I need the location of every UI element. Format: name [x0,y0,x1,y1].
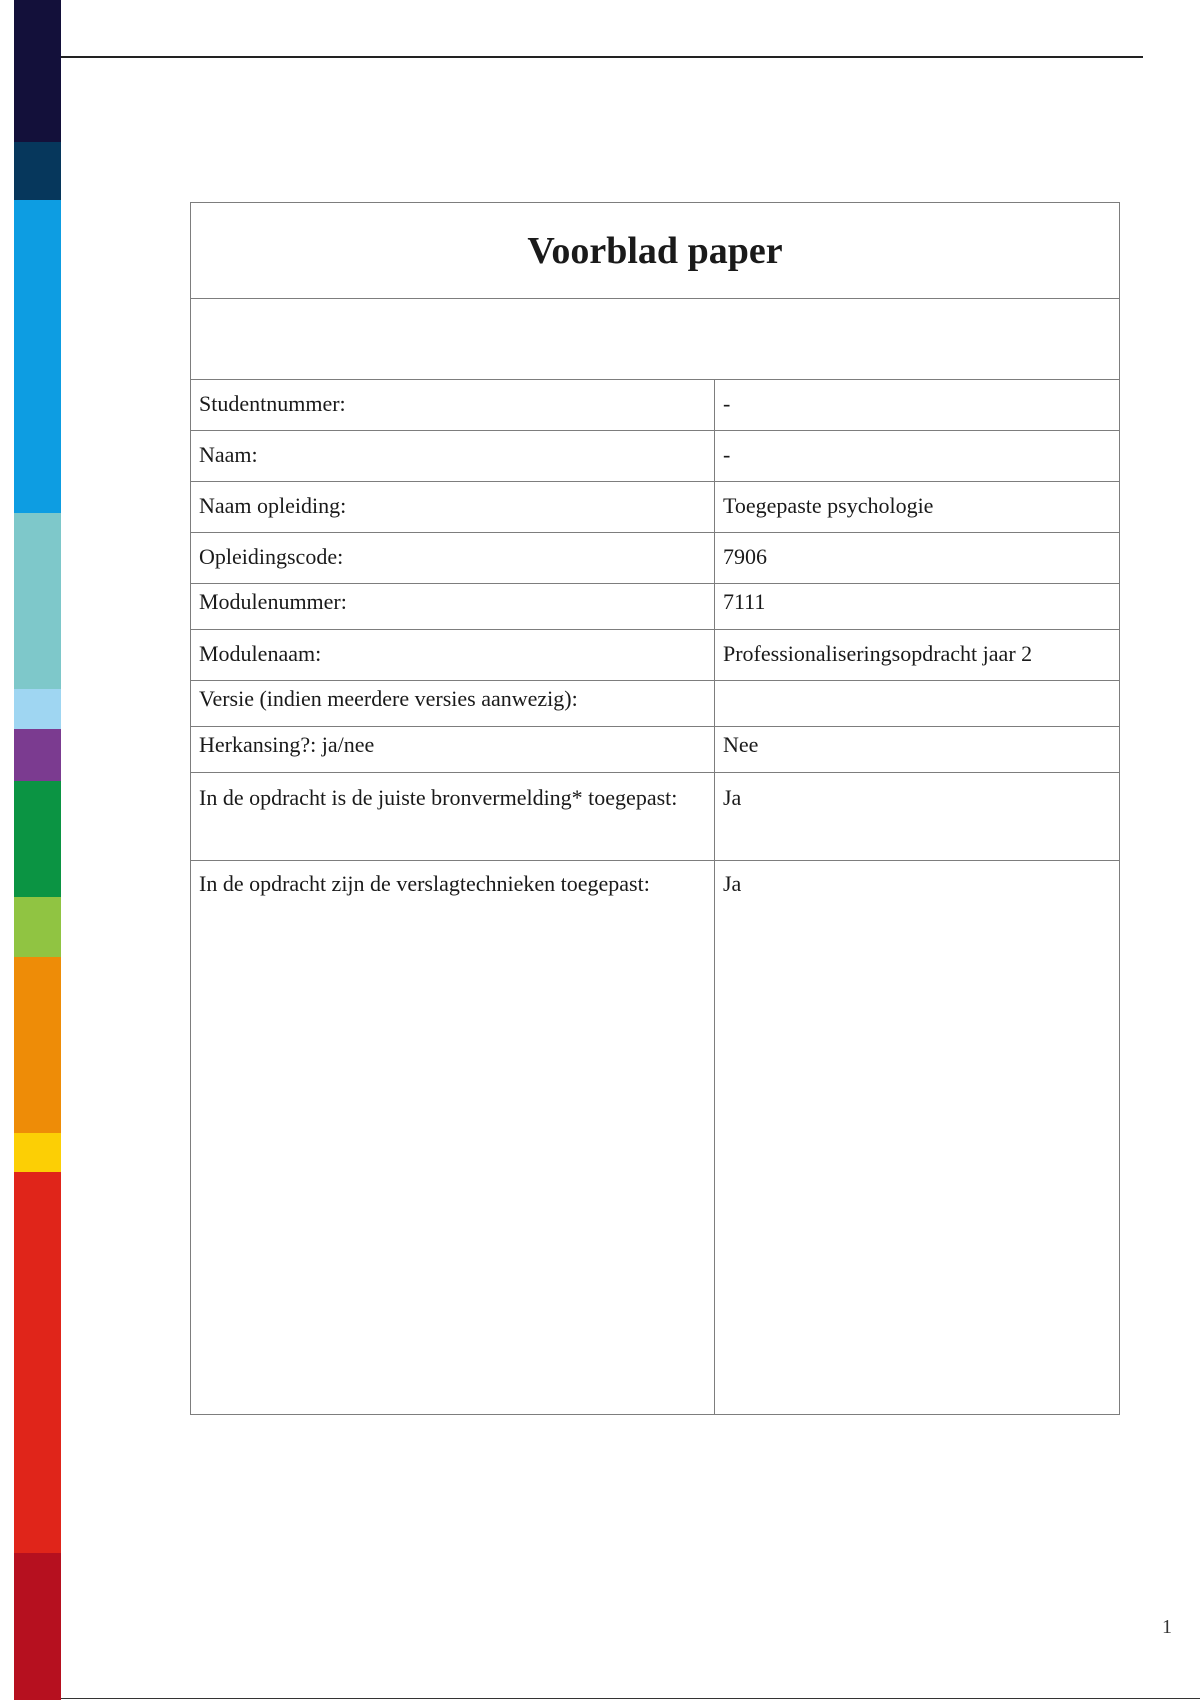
row-label: Naam: [191,431,715,482]
row-label: In de opdracht is de juiste bronvermelding* toegepast: [191,773,715,861]
row-label: In de opdracht zijn de verslagtechnieken toegepast: [191,861,715,1415]
header-rule [61,56,1143,58]
row-label: Studentnummer: [191,380,715,431]
strip-segment [14,729,61,781]
row-value: - [715,431,1120,482]
strip-segment [14,200,61,513]
color-strip [14,0,61,1700]
row-value: 7111 [715,584,1120,630]
row-label: Opleidingscode: [191,533,715,584]
table-row [191,681,1120,727]
table-row [191,584,1120,630]
row-value [715,681,1120,727]
strip-segment [14,897,61,957]
blank-row [191,299,1120,380]
row-label: Modulenummer: [191,584,715,630]
strip-segment [14,0,61,142]
strip-segment [14,781,61,897]
table-row [191,533,1120,584]
table-row [191,773,1120,861]
table-row [191,727,1120,773]
page-title: Voorblad paper [191,203,1120,299]
table-row [191,630,1120,681]
row-label: Herkansing?: ja/nee [191,727,715,773]
strip-segment [14,1553,61,1700]
row-label: Naam opleiding: [191,482,715,533]
row-value: Nee [715,727,1120,773]
row-value: Ja [715,861,1120,1415]
row-label: Modulenaam: [191,630,715,681]
table-row [191,431,1120,482]
row-label: Versie (indien meerdere versies aanwezig): [191,681,715,727]
strip-segment [14,513,61,689]
strip-segment [14,142,61,200]
row-value: 7906 [715,533,1120,584]
table-row [191,482,1120,533]
page-number: 1 [1162,1616,1172,1638]
strip-segment [14,1172,61,1553]
strip-segment [14,1133,61,1172]
row-value: Toegepaste psychologie [715,482,1120,533]
row-value: Ja [715,773,1120,861]
row-value: - [715,380,1120,431]
table-row [191,861,1120,1415]
strip-segment [14,957,61,1133]
cover-table [190,202,1120,1415]
table-row [191,380,1120,431]
row-value: Professionaliseringsopdracht jaar 2 [715,630,1120,681]
strip-segment [14,689,61,729]
footer-rule [61,1698,1200,1699]
